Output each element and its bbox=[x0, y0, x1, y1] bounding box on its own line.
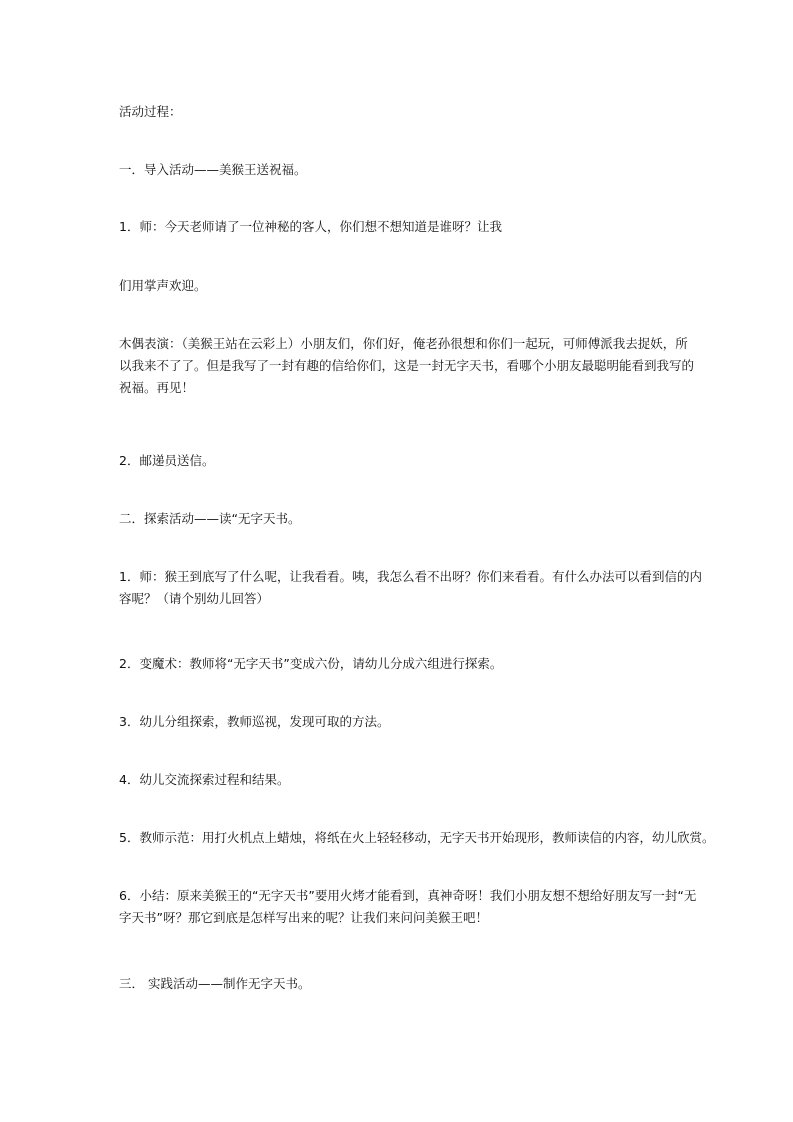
paragraph-intro-1-cont bbox=[119, 275, 679, 297]
paragraph-explore-5 bbox=[119, 827, 715, 849]
section-heading-explore bbox=[119, 508, 679, 530]
text-line: 活动过程： bbox=[119, 104, 182, 119]
text-line: 字天书”呀？那它到底是怎样写出来的呢？让我们来问问美猴王吧！ bbox=[119, 910, 488, 925]
text-line: 祝福。再见！ bbox=[119, 380, 195, 395]
text-line: 二．探索活动——读“无字天书。 bbox=[119, 511, 301, 526]
text-line: 以我来不了了。但是我写了一封有趣的信给你们，这是一封无字天书，看哪个小朋友最聪明能看到我写的 bbox=[119, 358, 695, 373]
text-line: 6．小结：原来美猴王的“无字天书”要用火烤才能看到，真神奇呀！我们小朋友想不想给好朋友写一封“无 bbox=[119, 888, 697, 903]
section-heading-process bbox=[119, 101, 679, 123]
text-line: 三． 实践活动——制作无字天书。 bbox=[119, 976, 311, 991]
text-line: 一．导入活动——美猴王送祝福。 bbox=[119, 162, 307, 177]
paragraph-puppet-show bbox=[119, 333, 695, 399]
text-line: 2．邮递员送信。 bbox=[119, 453, 215, 468]
text-line: 4．幼儿交流探索过程和结果。 bbox=[119, 772, 290, 787]
paragraph-explore-6 bbox=[119, 885, 697, 929]
text-line: 5．教师示范：用打火机点上蜡烛，将纸在火上轻轻移动，无字天书开始现形，教师读信的内容，幼儿欣赏。 bbox=[119, 830, 715, 845]
text-line: 2．变魔术：教师将“无字天书”变成六份，请幼儿分成六组进行探索。 bbox=[119, 656, 503, 671]
paragraph-intro-2 bbox=[119, 450, 679, 472]
paragraph-intro-1 bbox=[119, 216, 679, 238]
text-line: 1．师：今天老师请了一位神秘的客人，你们想不想知道是谁呀？让我 bbox=[119, 219, 502, 234]
paragraph-explore-1 bbox=[119, 566, 702, 610]
text-line: 3．幼儿分组探索，教师巡视，发现可取的方法。 bbox=[119, 714, 390, 729]
paragraph-explore-3 bbox=[119, 711, 679, 733]
section-heading-intro bbox=[119, 159, 679, 181]
text-line: 木偶表演：（美猴王站在云彩上）小朋友们，你们好，俺老孙很想和你们一起玩，可师傅派我去捉妖，所 bbox=[119, 336, 688, 351]
text-line: 容呢？（请个别幼儿回答） bbox=[119, 591, 270, 606]
paragraph-explore-2 bbox=[119, 653, 679, 675]
section-heading-practice bbox=[119, 973, 679, 995]
text-line: 1．师：猴王到底写了什么呢，让我看看。咦，我怎么看不出呀？你们来看看。有什么办法可以看到信的内 bbox=[119, 569, 702, 584]
paragraph-explore-4 bbox=[119, 769, 679, 791]
text-line: 们用掌声欢迎。 bbox=[119, 278, 207, 293]
